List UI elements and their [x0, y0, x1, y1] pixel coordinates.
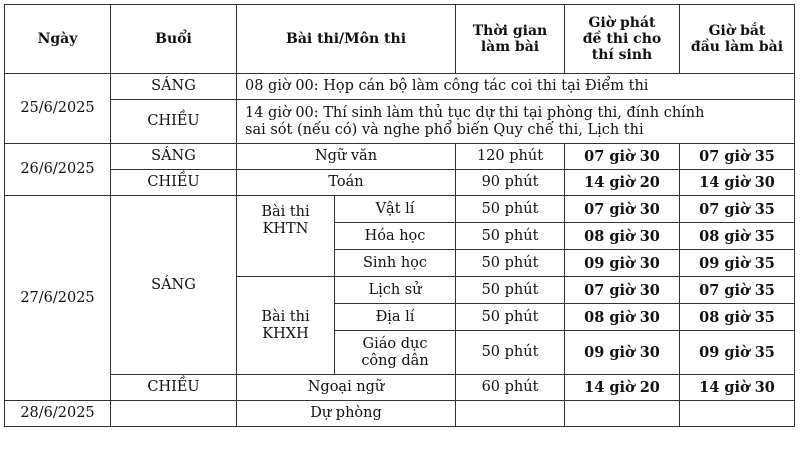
subject-cell: Ngữ văn	[237, 144, 456, 170]
table-row	[5, 144, 795, 170]
header-duration	[456, 5, 565, 74]
duration-cell: 50 phút	[456, 250, 565, 277]
duration-cell: 60 phút	[456, 375, 565, 401]
session-cell: SÁNG	[111, 196, 237, 375]
subject-cell: Vật lí	[335, 196, 456, 223]
subject-cell: Hóa học	[335, 223, 456, 250]
session-cell: SÁNG	[111, 74, 237, 100]
subject-cell: Dự phòng	[237, 401, 456, 427]
session-cell: CHIỀU	[111, 170, 237, 196]
distribute-time-cell: 08 giờ 30	[565, 223, 680, 250]
date-cell: 27/6/2025	[5, 196, 111, 401]
header-start-line2: đầu làm bài	[690, 39, 784, 55]
subject-line2: công dân	[361, 352, 429, 369]
duration-cell: 50 phút	[456, 223, 565, 250]
header-subject: Bài thi/Môn thi	[237, 5, 456, 74]
distribute-time-cell: 07 giờ 30	[565, 196, 680, 223]
exam-schedule-table	[4, 4, 795, 427]
group-khxh-line2: KHXH	[262, 325, 309, 342]
session-cell: SÁNG	[111, 144, 237, 170]
table-row	[5, 170, 795, 196]
distribute-time-cell: 09 giờ 30	[565, 250, 680, 277]
table-row	[5, 401, 795, 427]
note-line1: 14 giờ 00: Thí sinh làm thủ tục dự thi tại phòng thi, đính chính	[245, 104, 705, 121]
group-khxh-line1: Bài thi	[261, 308, 310, 325]
table-row	[5, 100, 795, 144]
session-cell: CHIỀU	[111, 375, 237, 401]
header-row	[5, 5, 795, 74]
distribute-time-cell: 09 giờ 30	[565, 331, 680, 375]
header-distribute-line1: Giờ phát	[588, 15, 656, 31]
duration-cell: 50 phút	[456, 196, 565, 223]
start-time-cell: 14 giờ 30	[680, 375, 795, 401]
date-cell: 28/6/2025	[5, 401, 111, 427]
duration-cell: 120 phút	[456, 144, 565, 170]
duration-cell	[456, 401, 565, 427]
header-duration-line1: Thời gian	[472, 23, 548, 39]
subject-line1: Giáo dục	[362, 335, 428, 352]
distribute-time-cell: 07 giờ 30	[565, 277, 680, 304]
start-time-cell: 07 giờ 35	[680, 277, 795, 304]
header-distribute-line3: thí sinh	[591, 47, 653, 63]
table-row	[5, 196, 795, 223]
subject-cell: Địa lí	[335, 304, 456, 331]
header-session: Buổi	[111, 5, 237, 74]
group-cell-khtn	[237, 196, 335, 277]
session-cell	[111, 401, 237, 427]
start-time-cell: 07 giờ 35	[680, 144, 795, 170]
subject-cell	[335, 331, 456, 375]
duration-cell: 50 phút	[456, 331, 565, 375]
duration-cell: 50 phút	[456, 277, 565, 304]
header-duration-line2: làm bài	[480, 39, 540, 55]
table-row	[5, 74, 795, 100]
note-cell: 08 giờ 00: Họp cán bộ làm công tác coi thi tại Điểm thi	[237, 74, 795, 100]
note-line2: sai sót (nếu có) và nghe phổ biến Quy chế thi, Lịch thi	[245, 121, 644, 138]
duration-cell: 50 phút	[456, 304, 565, 331]
date-cell: 25/6/2025	[5, 74, 111, 144]
date-cell: 26/6/2025	[5, 144, 111, 196]
start-time-cell: 08 giờ 35	[680, 304, 795, 331]
group-khtn-line2: KHTN	[262, 221, 309, 237]
subject-cell: Ngoại ngữ	[237, 375, 456, 401]
distribute-time-cell: 14 giờ 20	[565, 170, 680, 196]
session-cell: CHIỀU	[111, 100, 237, 144]
start-time-cell: 14 giờ 30	[680, 170, 795, 196]
distribute-time-cell: 14 giờ 20	[565, 375, 680, 401]
header-distribute-line2: đề thi cho	[582, 31, 662, 47]
start-time-cell	[680, 401, 795, 427]
start-time-cell: 08 giờ 35	[680, 223, 795, 250]
start-time-cell: 07 giờ 35	[680, 196, 795, 223]
header-distribute-time	[565, 5, 680, 74]
note-cell	[237, 100, 795, 144]
header-start-time	[680, 5, 795, 74]
subject-cell: Toán	[237, 170, 456, 196]
subject-cell: Sinh học	[335, 250, 456, 277]
duration-cell: 90 phút	[456, 170, 565, 196]
distribute-time-cell	[565, 401, 680, 427]
start-time-cell: 09 giờ 35	[680, 331, 795, 375]
header-start-line1: Giờ bắt	[708, 23, 766, 39]
table-row	[5, 375, 795, 401]
group-cell-khxh	[237, 277, 335, 375]
group-khtn-line1: Bài thi	[261, 204, 310, 220]
subject-cell: Lịch sử	[335, 277, 456, 304]
header-date: Ngày	[5, 5, 111, 74]
distribute-time-cell: 07 giờ 30	[565, 144, 680, 170]
start-time-cell: 09 giờ 35	[680, 250, 795, 277]
distribute-time-cell: 08 giờ 30	[565, 304, 680, 331]
